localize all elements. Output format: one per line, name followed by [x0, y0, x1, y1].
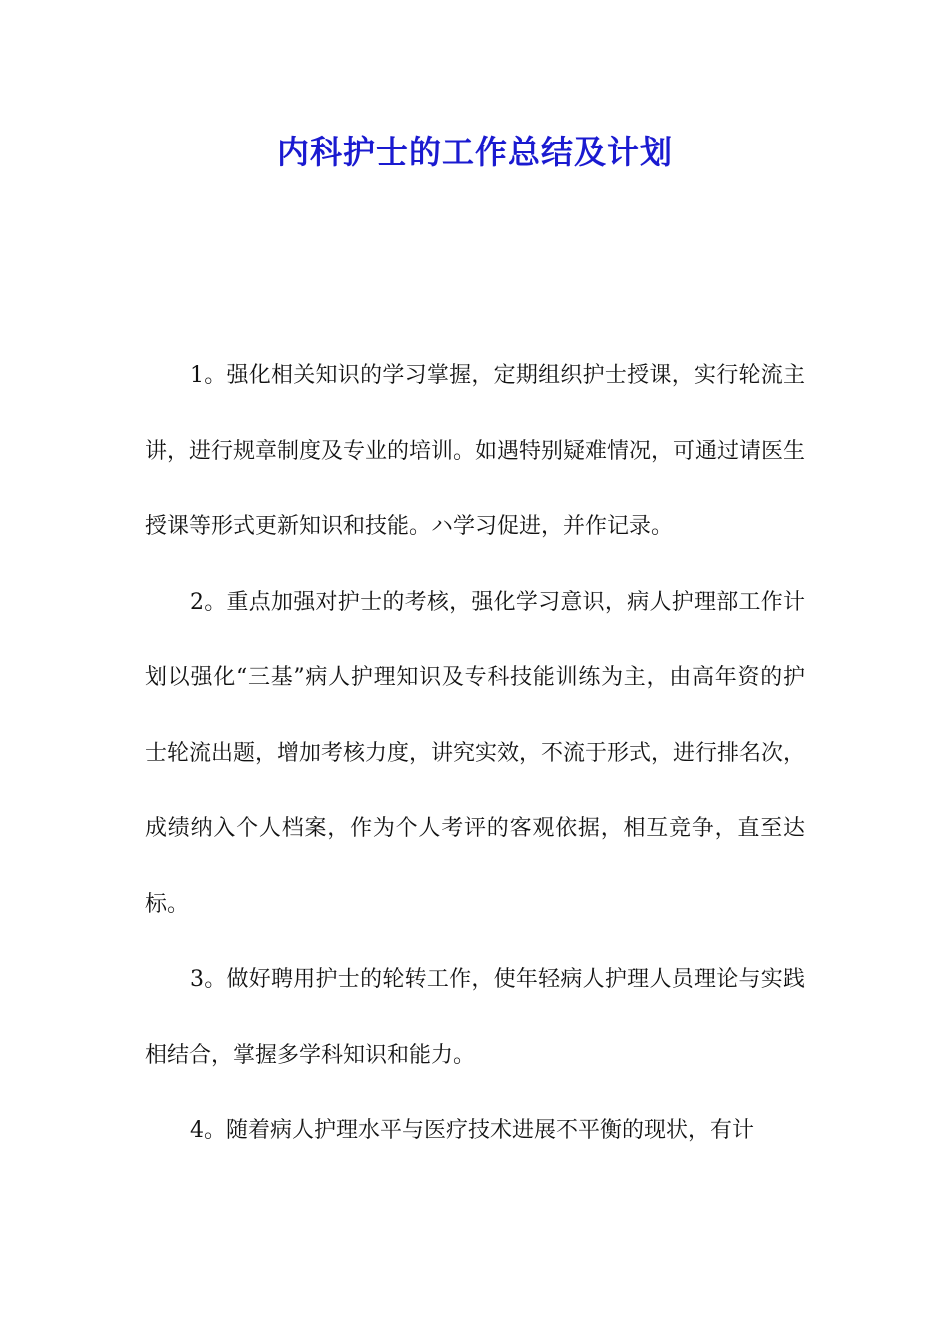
document-title: 内科护士的工作总结及计划	[276, 133, 673, 171]
paragraph-3: 3。做好聘用护士的轮转工作，使年轻病人护理人员理论与实践相结合，掌握多学科知识和能力。	[145, 967, 805, 1068]
paragraph-4: 4。随着病人护理水平与医疗技术进展不平衡的现状，有计	[190, 1118, 754, 1143]
paragraph-2: 2。重点加强对护士的考核，强化学习意识，病人护理部工作计划以强化“三基”病人护理知识及专科技能训练为主，由高年资的护士轮流出题，增加考核力度，讲究实效，不流于形式，进行排名次，成绩纳入个人档案，作为个人考评的客观依据，相互竞争，直至达标。	[145, 589, 806, 917]
paragraph-1: 1。强化相关知识的学习掌握，定期组织护士授课，实行轮流主讲，进行规章制度及专业的培训。如遇特别疑难情况，可通过请医生授课等形式更新知识和技能。ハ学习促进，并作记录。	[145, 363, 806, 539]
document-body	[145, 338, 805, 1169]
